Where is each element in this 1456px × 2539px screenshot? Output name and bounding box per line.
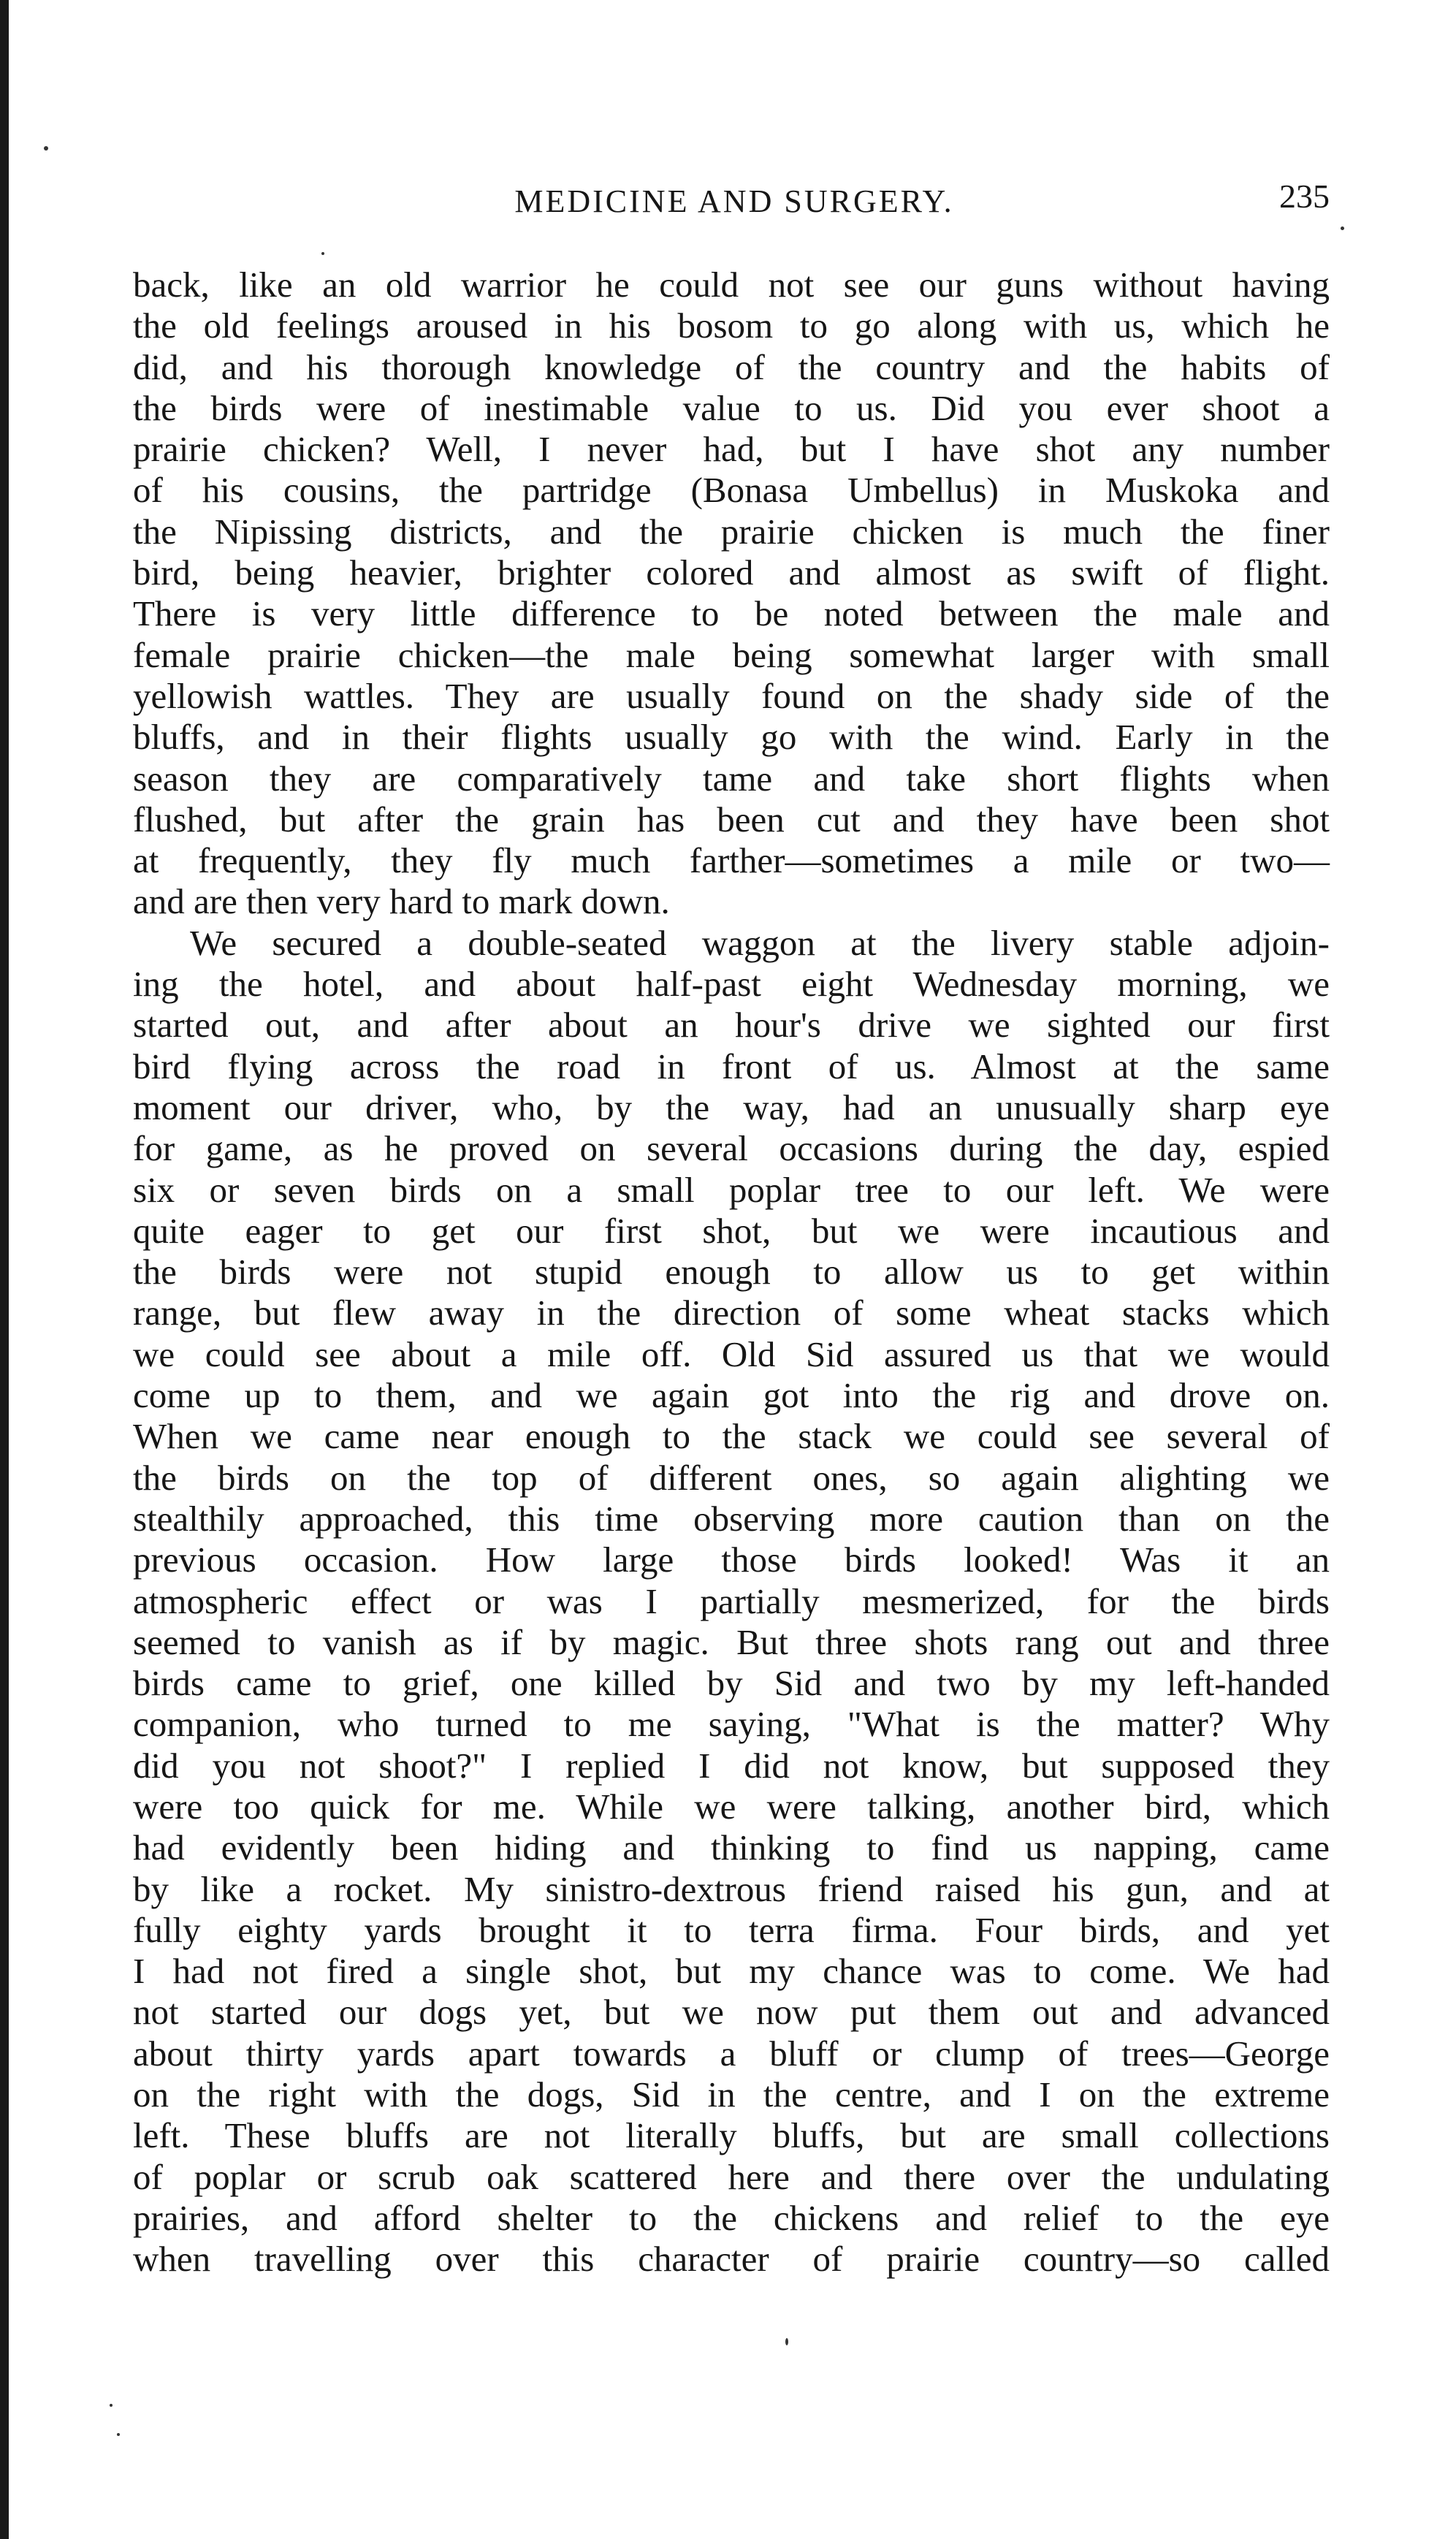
text-line: the birds were of inestimable value to us. Did you ever shoot a [133,387,1330,428]
text-line: fully eighty yards brought it to terra firma. Four birds, and yet [133,1909,1330,1950]
text-line: the birds on the top of different ones, so again alighting we [133,1457,1330,1498]
text-line: had evidently been hiding and thinking to find us napping, came [133,1827,1330,1868]
scan-speck [785,2338,788,2345]
text-line: back, like an old warrior he could not see our guns without having [133,264,1330,305]
page-binding-edge [0,0,9,2539]
text-line: prairie chicken? Well, I never had, but I have shot any number [133,429,1330,470]
text-line: season they are comparatively tame and take short flights when [133,758,1330,799]
running-title: MEDICINE AND SURGERY. [514,183,954,219]
text-line: When we came near enough to the stack we could see several of [133,1416,1330,1457]
text-line: the old feelings aroused in his bosom to go along with us, which he [133,305,1330,346]
text-line: seemed to vanish as if by magic. But three shots rang out and three [133,1621,1330,1662]
text-line: started out, and after about an hour's drive we sighted our first [133,1005,1330,1046]
scan-speck [321,252,324,255]
text-line: the Nipissing districts, and the prairie chicken is much the finer [133,511,1330,552]
text-line: We secured a double-seated waggon at the livery stable adjoin- [190,922,1330,963]
text-line: for game, as he proved on several occasions during the day, espied [133,1128,1330,1169]
text-line: ing the hotel, and about half-past eight Wednesday morning, we [133,964,1330,1005]
text-line: range, but flew away in the direction of some wheat stacks which [133,1293,1330,1333]
text-line: bird flying across the road in front of us. Almost at the same [133,1046,1330,1086]
text-line: stealthily approached, this time observing more caution than on the [133,1498,1330,1539]
text-line: prairies, and afford shelter to the chickens and relief to the eye [133,2197,1330,2238]
text-line: six or seven birds on a small poplar tree to our left. We were [133,1169,1330,1210]
scan-speck [117,2433,120,2436]
text-line: flushed, but after the grain has been cut and they have been shot [133,799,1330,840]
scan-speck [1341,227,1344,230]
text-line: about thirty yards apart towards a bluff or clump of trees—George [133,2033,1330,2074]
text-line: companion, who turned to me saying, "What is the matter? Why [133,1704,1330,1745]
text-line: of his cousins, the partridge (Bonasa Umbellus) in Muskoka and [133,470,1330,511]
text-line: by like a rocket. My sinistro-dextrous friend raised his gun, and at [133,1868,1330,1909]
text-line: There is very little difference to be noted between the male and [133,593,1330,634]
text-line: moment our driver, who, by the way, had an unusually sharp eye [133,1086,1330,1127]
text-line: bluffs, and in their flights usually go with the wind. Early in the [133,717,1330,758]
text-line: come up to them, and we again got into the rig and drove on. [133,1375,1330,1416]
text-line: female prairie chicken—the male being somewhat larger with small [133,634,1330,675]
text-line: atmospheric effect or was I partially mesmerized, for the birds [133,1580,1330,1621]
text-line: the birds were not stupid enough to allow us to get within [133,1252,1330,1293]
text-line: and are then very hard to mark down. [133,881,670,922]
text-line: yellowish wattles. They are usually found on the shady side of the [133,675,1330,716]
text-line: did you not shoot?" I replied I did not know, but supposed they [133,1745,1330,1786]
text-line: we could see about a mile off. Old Sid assured us that we would [133,1333,1330,1374]
text-line: of poplar or scrub oak scattered here and there over the undulating [133,2156,1330,2197]
text-line: on the right with the dogs, Sid in the centre, and I on the extreme [133,2074,1330,2115]
page-header [139,178,1330,227]
text-line: did, and his thorough knowledge of the country and the habits of [133,346,1330,387]
text-line: when travelling over this character of prairie country—so called [133,2239,1330,2280]
text-line: at frequently, they fly much farther—sometimes a mile or two— [133,840,1330,881]
page-number: 235 [1279,178,1330,215]
scan-speck [110,2404,113,2407]
scan-speck [44,146,48,151]
text-line: were too quick for me. While we were talking, another bird, which [133,1786,1330,1827]
text-line: birds came to grief, one killed by Sid and two by my left-handed [133,1663,1330,1704]
text-line: not started our dogs yet, but we now put them out and advanced [133,1992,1330,2033]
text-line: quite eager to get our first shot, but we were incautious and [133,1210,1330,1251]
text-line: previous occasion. How large those birds looked! Was it an [133,1539,1330,1580]
text-line: I had not fired a single shot, but my chance was to come. We had [133,1951,1330,1992]
text-line: left. These bluffs are not literally bluffs, but are small collections [133,2115,1330,2156]
body-text [133,264,1330,2280]
text-line: bird, being heavier, brighter colored and almost as swift of flight. [133,552,1330,593]
